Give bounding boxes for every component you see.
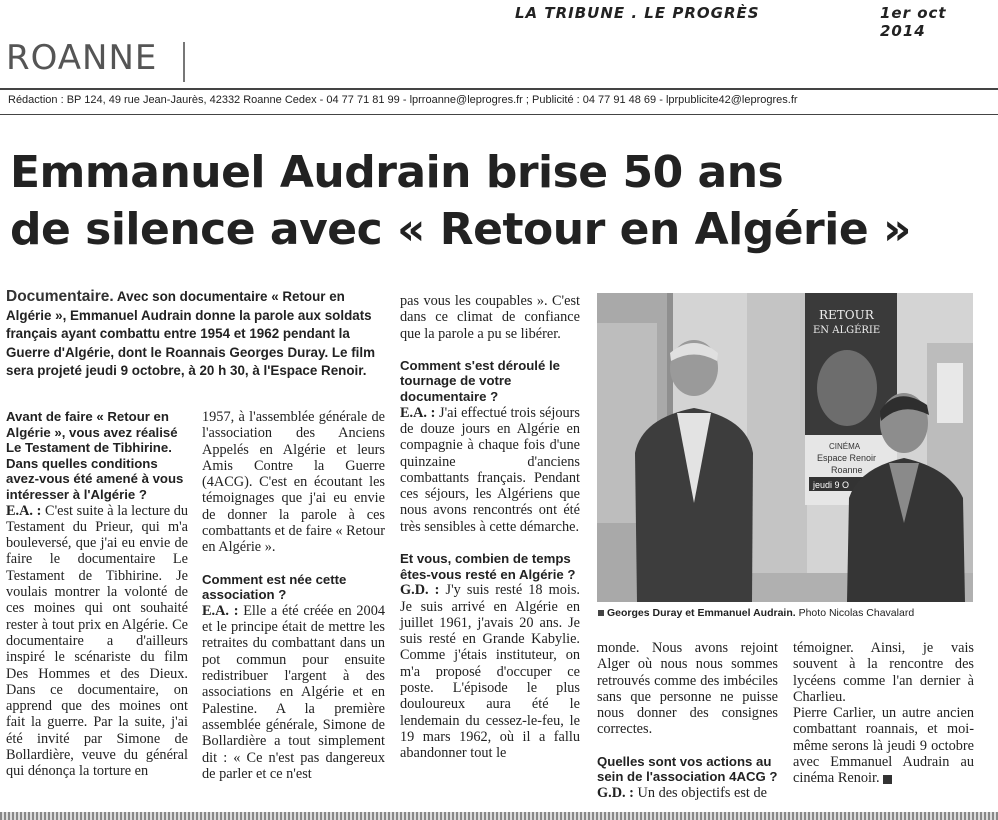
end-mark-icon — [883, 775, 892, 784]
photo-caption — [598, 607, 914, 619]
poster-line-3: Roanne — [831, 465, 863, 475]
intro-text: Avec son documentaire « Retour en Algérie », Emmanuel Audrain donne la parole aux soldats français ayant combattu entre 1954 et 1962 pendant la Guerre d'Algérie, dont le Roannais Georges Duray. Le film sera projeté jeudi 9 octobre, à 20 h 30, à l'Espace Renoir. — [6, 289, 376, 379]
answer-2-label: E.A. : — [202, 602, 239, 619]
answer-1: C'est suite à la lecture du Testament du Prieur, qui m'a bouleversé, que j'ai eu envie de faire le documentaire Le Testament de Tibhirine. Je voulais montrer la volonté de ces moines qui ont souhaité rester à tout prix en Algérie. Ce documentaire a d'ailleurs inspiré le scénariste du film Des Hommes et des Dieux. Dans ce documentaire, on apprend que des moines ont fait la guerre. Par la suite, j'ai été invité par Simone de Bollardière, veuve du général qui dénonça la torture en — [6, 502, 188, 780]
column-5 — [793, 640, 974, 787]
handwritten-date: 1er oct 2014 — [880, 4, 947, 40]
answer-5: Un des objectifs est de — [637, 784, 767, 801]
photo — [597, 293, 973, 602]
section-title: ROANNE — [6, 38, 158, 78]
question-4: Et vous, combien de temps êtes-vous resté en Algérie ? — [400, 551, 576, 582]
answer-4: J'y suis resté 18 mois. Je suis arrivé en Algérie en juillet 1961, j'avais 20 ans. Je suis resté en Grande Kabylie. Comme j'étais instituteur, on m'a proposé d'occuper ce poste. L'épisode le plus douloureux aura été le lendemain du cessez-le-feu, le 19 mars 1962, où il a fallu abandonner tout le — [400, 582, 581, 762]
answer-4-label: G.D. : — [400, 582, 440, 599]
column-1 — [6, 409, 188, 780]
column-2 — [202, 409, 385, 782]
handwritten-source: LA TRIBUNE . LE PROGRÈS — [515, 4, 760, 22]
column-2-text: 1957, à l'assemblée générale de l'association des Anciens Appelés en Algérie et leurs Amis Contre la Guerre (4ACG). C'est en écoutant les témoignages que j'ai eu envie de donner la parole à ces combattants et de faire « Retour en Algérie ». — [202, 409, 386, 556]
column-5-text-1: témoigner. Ainsi, je vais souvent à la rencontre des lycéens comme l'an dernier à Charlieu. — [793, 640, 974, 705]
answer-5-label: G.D. : — [597, 784, 634, 801]
question-3: Comment s'est déroulé le tournage de votre documentaire ? — [400, 357, 560, 405]
headline-line-2: de silence avec « Retour en Algérie » — [10, 204, 911, 255]
poster-line-4: jeudi 9 O — [813, 480, 850, 490]
poster-title-1: RETOUR — [819, 308, 874, 322]
intro-block — [6, 288, 390, 381]
answer-3: J'ai effectué trois séjours de douze jours en Algérie en compagnie à chaque fois d'une quinzaine d'anciens combattants français. Pendant ces séjours, les Algériens que nous avons rencontrés ont été très sensibles à cette démarche. — [400, 404, 580, 535]
column-5-text-2: Pierre Carlier, un autre ancien combattant roannais, et moi-même serons là jeudi 9 octobre avec Emmanuel Audrain au cinéma Renoir. — [793, 705, 974, 787]
answer-3-label: E.A. : — [400, 404, 436, 421]
caption-names: Georges Duray et Emmanuel Audrain. — [607, 607, 796, 619]
caption-credit: Photo Nicolas Chavalard — [798, 607, 915, 619]
column-4-text: monde. Nous avons rejoint Alger où nous nous sommes retrouvés comme des imbéciles sans que personne ne puisse nous donner des consignes correctes. — [597, 640, 778, 738]
question-2: Comment est née cette association ? — [202, 571, 347, 603]
top-rule — [0, 88, 998, 90]
column-3 — [400, 293, 580, 762]
question-5: Quelles sont vos actions au sein de l'association 4ACG ? — [597, 753, 778, 785]
answer-1-label: E.A. : — [6, 502, 42, 519]
caption-bullet — [598, 610, 604, 616]
poster-line-2: Espace Renoir — [817, 453, 877, 463]
contact-rule — [0, 114, 998, 115]
poster-title-2: EN ALGÉRIE — [813, 325, 881, 336]
answer-2: Elle a été créée en 2004 et le principe était de mettre les retraites du combattant dans un pot commun pour ensuite redistribuer l'argent à des associations en Algérie et en Palestine. A la première assemblée générale, Simone de Bollardière a tout simplement dit : « Ce n'est pas dangereux de parler et ce n'est — [202, 602, 385, 782]
column-3-text: pas vous les coupables ». C'est dans ce climat de confiance que la parole a pu se libérer. — [400, 293, 580, 342]
column-4 — [597, 640, 778, 801]
intro-kicker: Documentaire. — [6, 288, 114, 305]
headline-line-1: Emmanuel Audrain brise 50 ans — [10, 147, 784, 198]
bottom-border — [0, 812, 998, 820]
question-1: Avant de faire « Retour en Algérie », vous avez réalisé Le Testament de Tibhirine. Dans quelles conditions avez-vous été amené à vous intéresser à l'Algérie ? — [6, 409, 184, 502]
section-divider — [183, 42, 185, 82]
poster-line-1: CINÉMA — [829, 442, 861, 451]
contact-line: Rédaction : BP 124, 49 rue Jean-Jaurès, 42332 Roanne Cedex - 04 77 71 81 99 - lprroanne@leprogres.fr ; Publicité : 04 77 91 48 69 - lprpublicite42@leprogres.fr — [8, 94, 798, 106]
photo-illustration — [597, 293, 973, 602]
